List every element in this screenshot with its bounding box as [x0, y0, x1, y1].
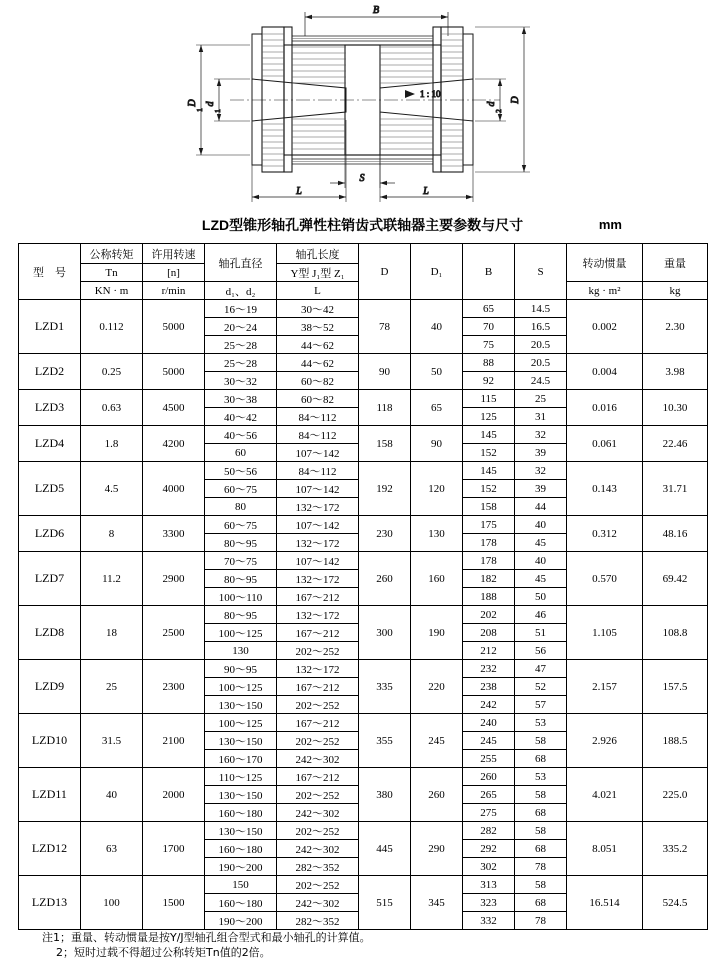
cell-D1: 290 — [411, 822, 463, 876]
cell-bore-diameter: 190～200 — [205, 858, 277, 876]
cell-S: 20.5 — [515, 336, 567, 354]
cell-torque: 40 — [81, 768, 143, 822]
cell-bore-diameter: 80 — [205, 498, 277, 516]
cell-S: 53 — [515, 714, 567, 732]
cell-B: 245 — [463, 732, 515, 750]
cell-bore-length: 167～212 — [277, 588, 359, 606]
cell-torque: 8 — [81, 516, 143, 552]
cell-torque: 63 — [81, 822, 143, 876]
cell-D1: 260 — [411, 768, 463, 822]
cell-bore-length: 132～172 — [277, 570, 359, 588]
cell-bore-length: 107～142 — [277, 480, 359, 498]
cell-D: 380 — [359, 768, 411, 822]
cell-weight: 22.46 — [643, 426, 708, 462]
cell-B: 260 — [463, 768, 515, 786]
cell-bore-length: 167～212 — [277, 768, 359, 786]
cell-bore-diameter: 100～110 — [205, 588, 277, 606]
cell-B: 175 — [463, 516, 515, 534]
cell-B: 178 — [463, 534, 515, 552]
cell-B: 208 — [463, 624, 515, 642]
header-model: 型 号 — [19, 244, 81, 300]
cell-D: 90 — [359, 354, 411, 390]
cell-S: 32 — [515, 462, 567, 480]
cell-weight: 2.30 — [643, 300, 708, 354]
header-inertia: 转动惯量 — [567, 244, 643, 282]
cell-bore-length: 202～252 — [277, 786, 359, 804]
table-row — [19, 390, 708, 408]
cell-B: 332 — [463, 912, 515, 930]
cell-D: 515 — [359, 876, 411, 930]
cell-torque: 18 — [81, 606, 143, 660]
cell-bore-length: 60～82 — [277, 372, 359, 390]
cell-weight: 225.0 — [643, 768, 708, 822]
cell-speed: 2100 — [143, 714, 205, 768]
header-S: S — [515, 244, 567, 300]
cell-B: 255 — [463, 750, 515, 768]
cell-bore-diameter: 25～28 — [205, 354, 277, 372]
cell-B: 145 — [463, 426, 515, 444]
cell-S: 56 — [515, 642, 567, 660]
cell-model: LZD12 — [19, 822, 81, 876]
cell-bore-length: 202～252 — [277, 732, 359, 750]
cell-S: 20.5 — [515, 354, 567, 372]
header-torque-2: Tn — [81, 264, 143, 282]
cell-D: 230 — [359, 516, 411, 552]
cell-bore-diameter: 130～150 — [205, 786, 277, 804]
cell-weight: 335.2 — [643, 822, 708, 876]
table-row — [19, 462, 708, 480]
cell-speed: 1500 — [143, 876, 205, 930]
cell-D: 300 — [359, 606, 411, 660]
cell-weight: 524.5 — [643, 876, 708, 930]
cell-B: 145 — [463, 462, 515, 480]
header-bore-len: 轴孔长度 — [277, 244, 359, 264]
cell-bore-length: 167～212 — [277, 678, 359, 696]
cell-bore-diameter: 130～150 — [205, 732, 277, 750]
cell-B: 212 — [463, 642, 515, 660]
cell-D: 335 — [359, 660, 411, 714]
cell-D1: 65 — [411, 390, 463, 426]
cell-B: 178 — [463, 552, 515, 570]
coupling-drawing — [0, 0, 725, 215]
cell-speed: 2500 — [143, 606, 205, 660]
svg-text:d: d — [205, 101, 216, 107]
cell-speed: 2900 — [143, 552, 205, 606]
cell-B: 240 — [463, 714, 515, 732]
cell-weight: 3.98 — [643, 354, 708, 390]
cell-D1: 130 — [411, 516, 463, 552]
cell-B: 152 — [463, 444, 515, 462]
cell-inertia: 2.157 — [567, 660, 643, 714]
cell-bore-diameter: 190～200 — [205, 912, 277, 930]
cell-speed: 2300 — [143, 660, 205, 714]
cell-speed: 2000 — [143, 768, 205, 822]
cell-S: 40 — [515, 516, 567, 534]
header-D1: D₁ — [411, 244, 463, 300]
cell-bore-length: 30～42 — [277, 300, 359, 318]
cell-bore-length: 242～302 — [277, 750, 359, 768]
cell-S: 24.5 — [515, 372, 567, 390]
cell-D1: 160 — [411, 552, 463, 606]
cell-bore-diameter: 160～180 — [205, 894, 277, 912]
cell-B: 275 — [463, 804, 515, 822]
cell-D1: 40 — [411, 300, 463, 354]
cell-model: LZD7 — [19, 552, 81, 606]
cell-bore-diameter: 160～180 — [205, 840, 277, 858]
cell-model: LZD2 — [19, 354, 81, 390]
cell-bore-length: 132～172 — [277, 534, 359, 552]
cell-B: 302 — [463, 858, 515, 876]
cell-S: 50 — [515, 588, 567, 606]
cell-S: 68 — [515, 804, 567, 822]
cell-bore-length: 107～142 — [277, 552, 359, 570]
cell-bore-length: 242～302 — [277, 840, 359, 858]
cell-S: 58 — [515, 732, 567, 750]
cell-bore-diameter: 30～38 — [205, 390, 277, 408]
cell-bore-length: 202～252 — [277, 696, 359, 714]
cell-torque: 25 — [81, 660, 143, 714]
cell-B: 323 — [463, 894, 515, 912]
svg-text:1: 1 — [214, 109, 222, 113]
cell-B: 115 — [463, 390, 515, 408]
cell-D1: 345 — [411, 876, 463, 930]
cell-bore-diameter: 160～180 — [205, 804, 277, 822]
cell-B: 232 — [463, 660, 515, 678]
cell-bore-diameter: 100～125 — [205, 714, 277, 732]
cell-bore-length: 132～172 — [277, 660, 359, 678]
cell-model: LZD13 — [19, 876, 81, 930]
cell-B: 202 — [463, 606, 515, 624]
header-weight-2: kg — [643, 282, 708, 300]
cell-model: LZD3 — [19, 390, 81, 426]
page-title: LZD型锥形轴孔弹性柱销齿式联轴器主要参数与尺寸 — [201, 217, 524, 233]
cell-weight: 157.5 — [643, 660, 708, 714]
cell-bore-length: 202～252 — [277, 642, 359, 660]
cell-S: 40 — [515, 552, 567, 570]
cell-model: LZD9 — [19, 660, 81, 714]
cell-bore-diameter: 80～95 — [205, 570, 277, 588]
cell-B: 158 — [463, 498, 515, 516]
cell-S: 57 — [515, 696, 567, 714]
header-D: D — [359, 244, 411, 300]
cell-bore-length: 242～302 — [277, 894, 359, 912]
cell-S: 78 — [515, 912, 567, 930]
cell-S: 58 — [515, 822, 567, 840]
cell-S: 45 — [515, 570, 567, 588]
table-row — [19, 714, 708, 732]
cell-S: 39 — [515, 444, 567, 462]
cell-bore-length: 107～142 — [277, 516, 359, 534]
cell-bore-length: 132～172 — [277, 498, 359, 516]
cell-torque: 11.2 — [81, 552, 143, 606]
header-inertia-2: kg · m² — [567, 282, 643, 300]
cell-bore-length: 202～252 — [277, 876, 359, 894]
cell-bore-diameter: 130～150 — [205, 822, 277, 840]
cell-bore-diameter: 160～170 — [205, 750, 277, 768]
header-speed-2: [n] — [143, 264, 205, 282]
cell-bore-length: 107～142 — [277, 444, 359, 462]
svg-text:d: d — [486, 101, 497, 107]
cell-bore-diameter: 20～24 — [205, 318, 277, 336]
cell-bore-diameter: 90～95 — [205, 660, 277, 678]
header-torque-1: 公称转矩 — [81, 244, 143, 264]
cell-speed: 3300 — [143, 516, 205, 552]
cell-torque: 31.5 — [81, 714, 143, 768]
cell-D1: 190 — [411, 606, 463, 660]
cell-bore-length: 84～112 — [277, 426, 359, 444]
header-torque-3: KN · m — [81, 282, 143, 300]
cell-B: 92 — [463, 372, 515, 390]
cell-bore-length: 44～62 — [277, 336, 359, 354]
cell-weight: 48.16 — [643, 516, 708, 552]
table-row — [19, 426, 708, 444]
header-speed-1: 许用转速 — [143, 244, 205, 264]
cell-D1: 50 — [411, 354, 463, 390]
cell-S: 46 — [515, 606, 567, 624]
cell-bore-length: 132～172 — [277, 606, 359, 624]
table-notes — [0, 930, 725, 960]
cell-D1: 120 — [411, 462, 463, 516]
svg-text:B: B — [372, 5, 380, 16]
cell-model: LZD1 — [19, 300, 81, 354]
cell-S: 16.5 — [515, 318, 567, 336]
cell-bore-diameter: 100～125 — [205, 624, 277, 642]
header-bore-dia-2: d₁、d₂ — [205, 282, 277, 300]
cell-torque: 0.63 — [81, 390, 143, 426]
cell-S: 78 — [515, 858, 567, 876]
cell-model: LZD10 — [19, 714, 81, 768]
spec-table-wrap — [0, 243, 725, 930]
cell-bore-diameter: 130 — [205, 642, 277, 660]
cell-B: 313 — [463, 876, 515, 894]
table-row — [19, 354, 708, 372]
table-title-row — [0, 215, 725, 243]
cell-B: 188 — [463, 588, 515, 606]
table-row — [19, 300, 708, 318]
cell-S: 68 — [515, 750, 567, 768]
table-row — [19, 606, 708, 624]
cell-bore-diameter: 25～28 — [205, 336, 277, 354]
cell-S: 58 — [515, 786, 567, 804]
cell-bore-diameter: 60 — [205, 444, 277, 462]
svg-text:1 : 10: 1 : 10 — [420, 89, 441, 99]
cell-D1: 245 — [411, 714, 463, 768]
cell-bore-diameter: 110～125 — [205, 768, 277, 786]
table-row — [19, 876, 708, 894]
cell-S: 47 — [515, 660, 567, 678]
cell-inertia: 0.143 — [567, 462, 643, 516]
cell-weight: 10.30 — [643, 390, 708, 426]
table-row — [19, 552, 708, 570]
cell-inertia: 8.051 — [567, 822, 643, 876]
cell-B: 88 — [463, 354, 515, 372]
cell-D: 355 — [359, 714, 411, 768]
cell-D: 118 — [359, 390, 411, 426]
cell-model: LZD6 — [19, 516, 81, 552]
cell-weight: 31.71 — [643, 462, 708, 516]
cell-speed: 5000 — [143, 354, 205, 390]
cell-speed: 4000 — [143, 462, 205, 516]
svg-text:D: D — [510, 96, 521, 104]
cell-bore-length: 38～52 — [277, 318, 359, 336]
svg-text:L: L — [296, 186, 302, 197]
cell-torque: 0.25 — [81, 354, 143, 390]
cell-bore-diameter: 100～125 — [205, 678, 277, 696]
cell-D: 158 — [359, 426, 411, 462]
svg-text:S: S — [359, 173, 365, 184]
table-row — [19, 768, 708, 786]
cell-inertia: 2.926 — [567, 714, 643, 768]
cell-S: 14.5 — [515, 300, 567, 318]
svg-text:L: L — [423, 186, 429, 197]
cell-S: 58 — [515, 876, 567, 894]
cell-bore-diameter: 70～75 — [205, 552, 277, 570]
cell-S: 44 — [515, 498, 567, 516]
cell-B: 152 — [463, 480, 515, 498]
cell-S: 32 — [515, 426, 567, 444]
cell-D: 260 — [359, 552, 411, 606]
cell-bore-diameter: 16～19 — [205, 300, 277, 318]
cell-bore-length: 242～302 — [277, 804, 359, 822]
svg-text:1: 1 — [196, 108, 204, 112]
header-B: B — [463, 244, 515, 300]
header-bore-dia: 轴孔直径 — [205, 244, 277, 282]
cell-B: 282 — [463, 822, 515, 840]
cell-bore-length: 84～112 — [277, 408, 359, 426]
cell-bore-diameter: 150 — [205, 876, 277, 894]
cell-bore-diameter: 60～75 — [205, 516, 277, 534]
cell-S: 68 — [515, 894, 567, 912]
cell-bore-diameter: 30～32 — [205, 372, 277, 390]
cell-bore-diameter: 60～75 — [205, 480, 277, 498]
cell-inertia: 4.021 — [567, 768, 643, 822]
cell-bore-diameter: 40～56 — [205, 426, 277, 444]
cell-B: 242 — [463, 696, 515, 714]
cell-bore-diameter: 40～42 — [205, 408, 277, 426]
cell-torque: 0.112 — [81, 300, 143, 354]
note-line-1: 注1；重量、转动惯量是按Y/J型轴孔组合型式和最小轴孔的计算值。 — [42, 931, 371, 944]
cell-speed: 4500 — [143, 390, 205, 426]
cell-inertia: 0.016 — [567, 390, 643, 426]
cell-B: 65 — [463, 300, 515, 318]
cell-D1: 90 — [411, 426, 463, 462]
svg-text:D: D — [187, 99, 198, 107]
cell-model: LZD8 — [19, 606, 81, 660]
specification-table — [18, 243, 708, 930]
note-line-2: 2；短时过载不得超过公称转矩Tn值的2倍。 — [56, 946, 271, 959]
cell-B: 75 — [463, 336, 515, 354]
cell-bore-length: 167～212 — [277, 624, 359, 642]
cell-bore-length: 202～252 — [277, 822, 359, 840]
cell-B: 238 — [463, 678, 515, 696]
cell-weight: 188.5 — [643, 714, 708, 768]
cell-S: 45 — [515, 534, 567, 552]
table-row — [19, 660, 708, 678]
cell-speed: 5000 — [143, 300, 205, 354]
cell-inertia: 0.002 — [567, 300, 643, 354]
cell-S: 31 — [515, 408, 567, 426]
cell-model: LZD11 — [19, 768, 81, 822]
cell-bore-diameter: 80～95 — [205, 534, 277, 552]
unit-label: mm — [598, 217, 622, 232]
cell-B: 265 — [463, 786, 515, 804]
header-bore-len-3: L — [277, 282, 359, 300]
table-body — [19, 300, 708, 930]
svg-text:2: 2 — [495, 109, 503, 113]
cell-bore-diameter: 80～95 — [205, 606, 277, 624]
coupling-drawing-svg — [0, 0, 725, 215]
cell-bore-length: 60～82 — [277, 390, 359, 408]
cell-model: LZD5 — [19, 462, 81, 516]
cell-bore-length: 167～212 — [277, 714, 359, 732]
cell-S: 52 — [515, 678, 567, 696]
cell-bore-length: 44～62 — [277, 354, 359, 372]
cell-weight: 108.8 — [643, 606, 708, 660]
header-bore-len-2: Y型 J₁型 Z₁ — [277, 264, 359, 282]
cell-inertia: 1.105 — [567, 606, 643, 660]
cell-D: 192 — [359, 462, 411, 516]
cell-speed: 4200 — [143, 426, 205, 462]
cell-torque: 100 — [81, 876, 143, 930]
cell-inertia: 0.570 — [567, 552, 643, 606]
cell-B: 292 — [463, 840, 515, 858]
cell-torque: 1.8 — [81, 426, 143, 462]
cell-S: 53 — [515, 768, 567, 786]
cell-model: LZD4 — [19, 426, 81, 462]
header-speed-3: r/min — [143, 282, 205, 300]
cell-B: 70 — [463, 318, 515, 336]
cell-inertia: 16.514 — [567, 876, 643, 930]
cell-torque: 4.5 — [81, 462, 143, 516]
cell-S: 51 — [515, 624, 567, 642]
cell-D: 445 — [359, 822, 411, 876]
cell-speed: 1700 — [143, 822, 205, 876]
cell-B: 182 — [463, 570, 515, 588]
cell-bore-length: 84～112 — [277, 462, 359, 480]
cell-D: 78 — [359, 300, 411, 354]
header-weight: 重量 — [643, 244, 708, 282]
cell-inertia: 0.004 — [567, 354, 643, 390]
cell-bore-length: 282～352 — [277, 858, 359, 876]
cell-B: 125 — [463, 408, 515, 426]
cell-S: 39 — [515, 480, 567, 498]
cell-S: 25 — [515, 390, 567, 408]
cell-inertia: 0.312 — [567, 516, 643, 552]
cell-bore-diameter: 130～150 — [205, 696, 277, 714]
cell-D1: 220 — [411, 660, 463, 714]
cell-inertia: 0.061 — [567, 426, 643, 462]
cell-weight: 69.42 — [643, 552, 708, 606]
table-row — [19, 822, 708, 840]
cell-bore-length: 282～352 — [277, 912, 359, 930]
cell-bore-diameter: 50～56 — [205, 462, 277, 480]
cell-S: 68 — [515, 840, 567, 858]
table-row — [19, 516, 708, 534]
